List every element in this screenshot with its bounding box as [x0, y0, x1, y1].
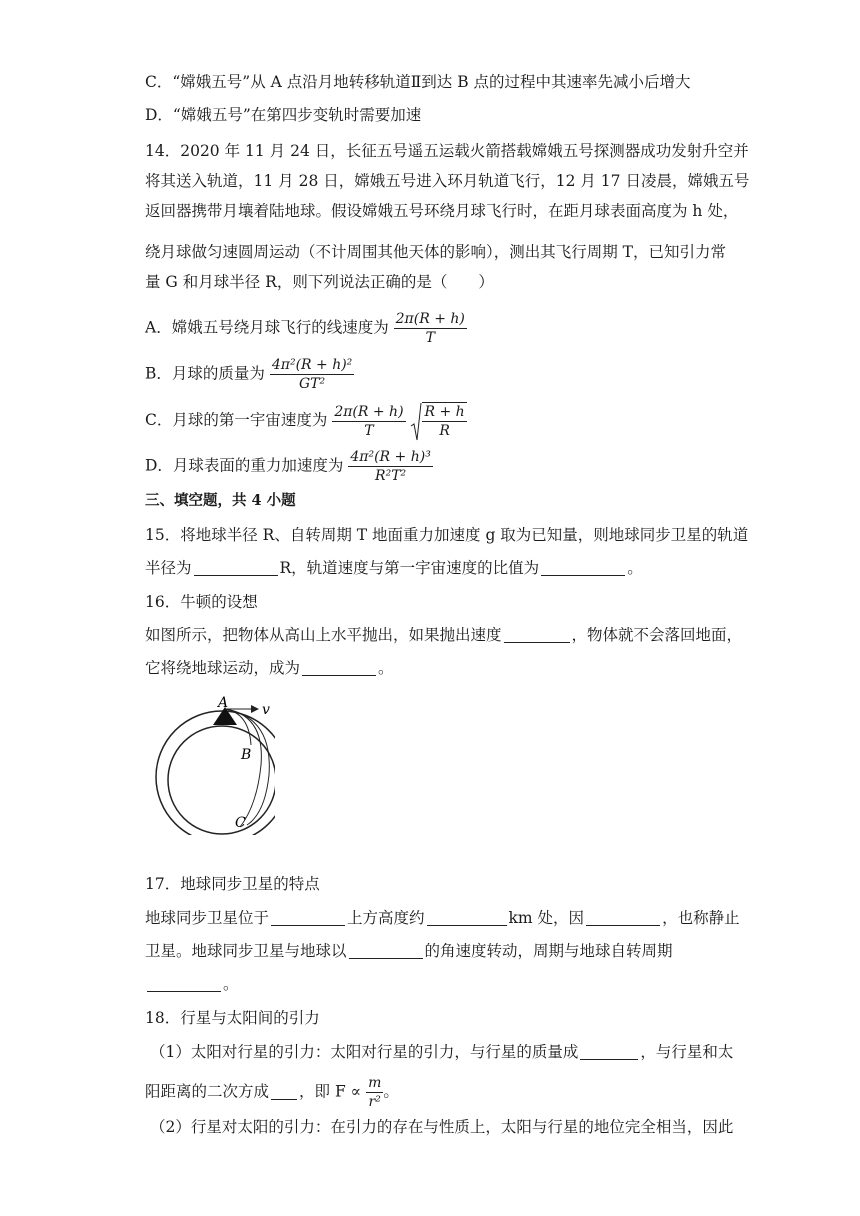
q17-text-a: 地球同步卫星位于 — [145, 909, 270, 927]
q17-title: 17．地球同步卫星的特点 — [145, 875, 320, 893]
q14-line-4: 绕月球做匀速圆周运动（不计周围其他天体的影响），测出其飞行周期 T，已知引力常 — [145, 243, 727, 261]
q14d-formula — [348, 448, 432, 485]
q18-den: r² — [368, 1094, 381, 1110]
q14c-text: C．月球的第一宇宙速度为 — [145, 411, 328, 429]
q14a-den: T — [425, 330, 435, 346]
q14c-num: 2π(R + h) — [334, 403, 404, 420]
q14d-den: R²T² — [375, 468, 407, 484]
velocity-arrowhead — [251, 705, 259, 713]
section-heading: 三、填空题，共 4 小题 — [145, 492, 296, 509]
q17-text-g: 。 — [223, 975, 239, 993]
label-v: v — [262, 702, 270, 718]
q18-formula — [366, 1074, 383, 1111]
q17-text-b: 上方高度约 — [347, 909, 425, 927]
q14b-formula — [270, 356, 354, 393]
q14b-num: 4π²(R + h)² — [271, 357, 353, 373]
q18-text-b: ，与行星和太 — [640, 1043, 734, 1061]
q14-option-d — [145, 448, 433, 485]
q16-line-2 — [145, 657, 394, 679]
q13-option-c: C．“嫦娥五号”从 A 点沿月地转移轨道Ⅱ到达 B 点的过程中其速率先减小后增大 — [145, 73, 691, 91]
q17-blank-2[interactable] — [427, 909, 507, 926]
q15-text-c: 。 — [627, 559, 643, 577]
q16-text-a: 如图所示，把物体从高山上水平抛出，如果抛出速度 — [145, 626, 502, 644]
q16-title: 16．牛顿的设想 — [145, 593, 258, 611]
q14-line-2: 将其送入轨道，11 月 28 日，嫦娥五号进入环月轨道飞行，12 月 17 日凌晨，嫦娥五号 — [145, 172, 750, 190]
q14-line-5: 量 G 和月球半径 R，则下列说法正确的是（ ） — [145, 273, 494, 291]
q16-blank-1[interactable] — [504, 626, 570, 643]
q18-num: m — [368, 1075, 382, 1091]
q18-text-e: 。 — [383, 1082, 399, 1101]
q14d-text: D．月球表面的重力加速度为 — [145, 456, 344, 475]
label-b: B — [241, 747, 252, 763]
q14a-text: A．嫦娥五号绕月球飞行的线速度为 — [145, 318, 389, 337]
q17-blank-5[interactable] — [147, 975, 221, 992]
q17-line-1 — [145, 907, 740, 929]
q18-blank-1[interactable] — [580, 1043, 638, 1060]
q17-line-3 — [145, 973, 239, 995]
q14-option-a — [145, 310, 467, 347]
q18-line-2 — [145, 1074, 399, 1111]
q13-option-d: D．“嫦娥五号”在第四步变轨时需要加速 — [145, 106, 422, 124]
q16-text-d: 。 — [378, 659, 394, 677]
q18-blank-2[interactable] — [271, 1083, 297, 1100]
q17-blank-3[interactable] — [586, 909, 660, 926]
outer-orbit — [156, 711, 275, 835]
q17-text-f: 的角速度转动，周期与地球自转周期 — [424, 942, 673, 960]
label-a: A — [218, 695, 229, 711]
q18-text-a: （1）太阳对行星的引力：太阳对行星的引力，与行星的质量成 — [150, 1043, 579, 1061]
q15-blank-1[interactable] — [194, 559, 278, 576]
q17-blank-1[interactable] — [271, 909, 345, 926]
q14b-text: B．月球的质量为 — [145, 364, 265, 383]
q16-text-c: 它将绕地球运动，成为 — [145, 659, 301, 677]
q14a-num: 2π(R + h) — [395, 311, 465, 327]
q14c-den: T — [364, 422, 374, 439]
q18-title: 18．行星与太阳间的引力 — [145, 1009, 320, 1027]
q17-text-e: 卫星。地球同步卫星与地球以 — [145, 942, 347, 960]
q14a-formula — [394, 310, 467, 347]
q16-line-1 — [145, 624, 742, 646]
q17-text-c: km 处，因 — [508, 909, 585, 927]
q17-line-2 — [145, 940, 673, 962]
q17-text-d: ，也称静止 — [662, 909, 740, 927]
q14b-den: GT² — [299, 376, 326, 392]
q14-option-b — [145, 356, 354, 393]
newton-orbit-diagram — [145, 695, 275, 839]
q15-blank-2[interactable] — [541, 559, 625, 576]
q18-line-3: （2）行星对太阳的引力：在引力的存在与性质上，太阳与行星的地位完全相当，因此 — [150, 1118, 734, 1136]
q17-blank-4[interactable] — [349, 942, 423, 959]
q14c-rnum: R + h — [424, 404, 465, 420]
q14-line-1: 14．2020 年 11 月 24 日，长征五号遥五运载火箭搭载嫦娥五号探测器成功发射升空并 — [145, 142, 749, 160]
q15-line-2 — [145, 557, 643, 579]
q15-line-1: 15．将地球半径 R、自转周期 T 地面重力加速度 g 取为已知量，则地球同步卫星的轨道 — [145, 526, 749, 544]
q16-text-b: ，物体就不会落回地面， — [571, 626, 743, 644]
q14-option-c — [145, 402, 467, 440]
q15-text-a: 半径为 — [145, 559, 192, 577]
q14c-formula — [332, 403, 405, 440]
label-c: C — [235, 815, 246, 831]
q14-line-3: 返回器携带月壤着陆地球。假设嫦娥五号环绕月球飞行时，在距月球表面高度为 h 处， — [145, 202, 739, 220]
q18-text-c: 阳距离的二次方成 — [145, 1082, 270, 1101]
q18-text-d: ，即 F ∝ — [299, 1082, 362, 1101]
q16-blank-2[interactable] — [302, 659, 376, 676]
q14c-sqrt — [410, 402, 466, 440]
q14d-num: 4π²(R + h)³ — [350, 449, 431, 465]
q14c-rden: R — [439, 423, 450, 439]
q18-line-1 — [150, 1041, 733, 1063]
q15-text-b: R，轨道速度与第一宇宙速度的比值为 — [279, 559, 540, 577]
